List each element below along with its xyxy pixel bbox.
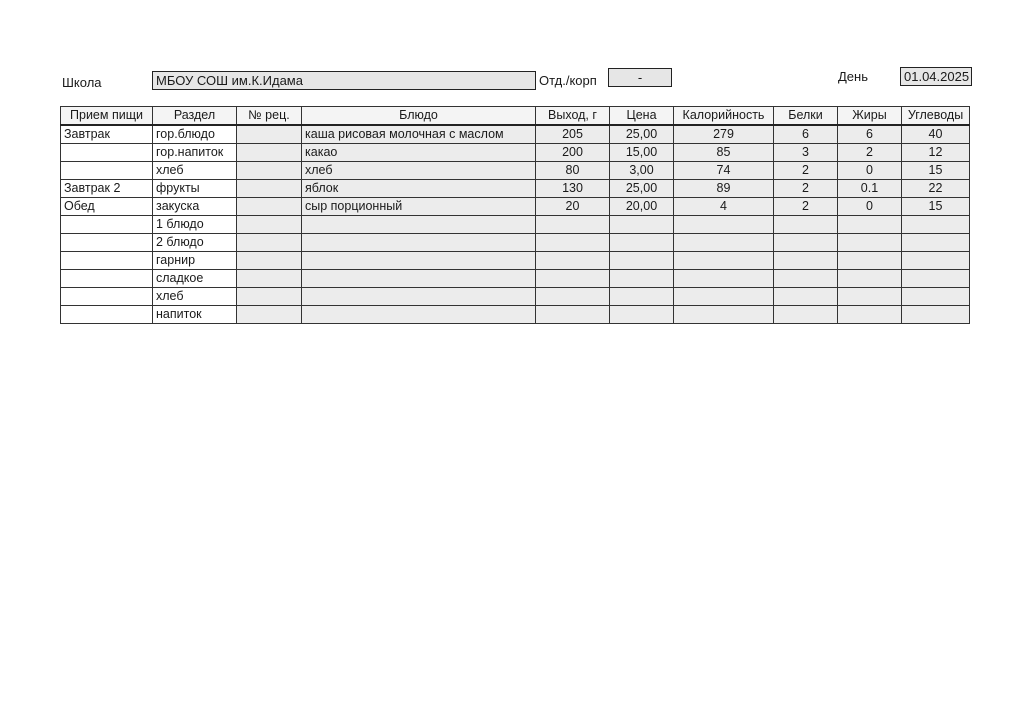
section-cell[interactable]: гор.напиток — [153, 144, 237, 162]
carbs-cell[interactable]: 15 — [902, 162, 970, 180]
yield-cell[interactable]: 20 — [536, 198, 610, 216]
carbs-cell[interactable] — [902, 270, 970, 288]
fat-cell[interactable]: 6 — [838, 125, 902, 144]
table-row — [61, 252, 970, 270]
section-cell[interactable]: хлеб — [153, 288, 237, 306]
recipe-cell[interactable] — [237, 180, 302, 198]
dept-field[interactable]: - — [608, 68, 672, 87]
fat-cell[interactable]: 2 — [838, 144, 902, 162]
dish-cell[interactable]: какао — [302, 144, 536, 162]
col-yield: Выход, г — [536, 107, 610, 126]
section-cell[interactable]: 2 блюдо — [153, 234, 237, 252]
meal-cell: Завтрак — [61, 125, 153, 144]
col-section: Раздел — [153, 107, 237, 126]
price-cell[interactable] — [610, 252, 674, 270]
kcal-cell[interactable]: 85 — [674, 144, 774, 162]
carbs-cell[interactable]: 40 — [902, 125, 970, 144]
protein-cell[interactable] — [774, 216, 838, 234]
table-row — [61, 198, 970, 216]
col-protein: Белки — [774, 107, 838, 126]
kcal-cell[interactable] — [674, 216, 774, 234]
protein-cell[interactable] — [774, 306, 838, 324]
yield-cell[interactable]: 205 — [536, 125, 610, 144]
recipe-cell[interactable] — [237, 125, 302, 144]
col-kcal: Калорийность — [674, 107, 774, 126]
carbs-cell[interactable]: 12 — [902, 144, 970, 162]
yield-cell[interactable] — [536, 234, 610, 252]
table-row — [61, 125, 970, 144]
yield-cell[interactable] — [536, 252, 610, 270]
kcal-cell[interactable] — [674, 252, 774, 270]
yield-cell[interactable] — [536, 216, 610, 234]
carbs-cell[interactable] — [902, 234, 970, 252]
dish-cell[interactable] — [302, 216, 536, 234]
kcal-cell[interactable]: 74 — [674, 162, 774, 180]
table-row — [61, 306, 970, 324]
section-cell[interactable]: 1 блюдо — [153, 216, 237, 234]
dept-label: Отд./корп — [539, 73, 597, 88]
meal-cell — [61, 216, 153, 234]
section-cell[interactable]: гор.блюдо — [153, 125, 237, 144]
fat-cell[interactable] — [838, 216, 902, 234]
school-label: Школа — [62, 75, 102, 90]
fat-cell[interactable] — [838, 252, 902, 270]
carbs-cell[interactable]: 22 — [902, 180, 970, 198]
yield-cell[interactable]: 200 — [536, 144, 610, 162]
school-name-field[interactable]: МБОУ СОШ им.К.Идама — [152, 71, 536, 90]
yield-cell[interactable] — [536, 306, 610, 324]
table-row — [61, 234, 970, 252]
meal-cell — [61, 252, 153, 270]
table-header-row — [61, 107, 970, 126]
table-row — [61, 288, 970, 306]
col-carbs: Углеводы — [902, 107, 970, 126]
price-cell[interactable]: 20,00 — [610, 198, 674, 216]
carbs-cell[interactable] — [902, 288, 970, 306]
col-recipe: № рец. — [237, 107, 302, 126]
carbs-cell[interactable] — [902, 216, 970, 234]
fat-cell[interactable] — [838, 288, 902, 306]
col-dish: Блюдо — [302, 107, 536, 126]
meal-cell — [61, 270, 153, 288]
dish-cell[interactable]: яблок — [302, 180, 536, 198]
recipe-cell[interactable] — [237, 288, 302, 306]
recipe-cell[interactable] — [237, 144, 302, 162]
table-row — [61, 144, 970, 162]
carbs-cell[interactable] — [902, 252, 970, 270]
fat-cell[interactable]: 0 — [838, 198, 902, 216]
table-row — [61, 180, 970, 198]
dish-cell[interactable]: каша рисовая молочная с маслом — [302, 125, 536, 144]
section-cell[interactable]: фрукты — [153, 180, 237, 198]
recipe-cell[interactable] — [237, 270, 302, 288]
price-cell[interactable] — [610, 234, 674, 252]
price-cell[interactable]: 25,00 — [610, 180, 674, 198]
col-fat: Жиры — [838, 107, 902, 126]
kcal-cell[interactable] — [674, 306, 774, 324]
kcal-cell[interactable] — [674, 288, 774, 306]
kcal-cell[interactable] — [674, 270, 774, 288]
fat-cell[interactable] — [838, 234, 902, 252]
kcal-cell[interactable]: 89 — [674, 180, 774, 198]
kcal-cell[interactable]: 4 — [674, 198, 774, 216]
col-meal: Прием пищи — [61, 107, 153, 126]
section-cell[interactable]: хлеб — [153, 162, 237, 180]
fat-cell[interactable]: 0.1 — [838, 180, 902, 198]
kcal-cell[interactable] — [674, 234, 774, 252]
section-cell[interactable]: гарнир — [153, 252, 237, 270]
table-body — [61, 125, 970, 324]
dish-cell[interactable]: сыр порционный — [302, 198, 536, 216]
price-cell[interactable] — [610, 270, 674, 288]
carbs-cell[interactable]: 15 — [902, 198, 970, 216]
fat-cell[interactable] — [838, 306, 902, 324]
protein-cell[interactable]: 2 — [774, 162, 838, 180]
recipe-cell[interactable] — [237, 234, 302, 252]
section-cell[interactable]: напиток — [153, 306, 237, 324]
meal-cell — [61, 162, 153, 180]
day-field[interactable]: 01.04.2025 — [900, 67, 972, 86]
dish-cell[interactable] — [302, 252, 536, 270]
protein-cell[interactable]: 2 — [774, 198, 838, 216]
meal-cell — [61, 306, 153, 324]
fat-cell[interactable]: 0 — [838, 162, 902, 180]
table-row — [61, 216, 970, 234]
protein-cell[interactable] — [774, 288, 838, 306]
dish-cell[interactable] — [302, 234, 536, 252]
table-row — [61, 270, 970, 288]
section-cell[interactable]: закуска — [153, 198, 237, 216]
kcal-cell[interactable]: 279 — [674, 125, 774, 144]
meal-cell: Завтрак 2 — [61, 180, 153, 198]
protein-cell[interactable] — [774, 234, 838, 252]
protein-cell[interactable] — [774, 252, 838, 270]
dish-cell[interactable] — [302, 306, 536, 324]
yield-cell[interactable]: 130 — [536, 180, 610, 198]
yield-cell[interactable] — [536, 288, 610, 306]
recipe-cell[interactable] — [237, 162, 302, 180]
meal-cell — [61, 234, 153, 252]
price-cell[interactable] — [610, 306, 674, 324]
recipe-cell[interactable] — [237, 252, 302, 270]
dish-cell[interactable]: хлеб — [302, 162, 536, 180]
recipe-cell[interactable] — [237, 306, 302, 324]
meal-cell — [61, 144, 153, 162]
price-cell[interactable]: 15,00 — [610, 144, 674, 162]
table-row — [61, 162, 970, 180]
price-cell[interactable] — [610, 288, 674, 306]
price-cell[interactable]: 25,00 — [610, 125, 674, 144]
recipe-cell[interactable] — [237, 216, 302, 234]
yield-cell[interactable] — [536, 270, 610, 288]
dish-cell[interactable] — [302, 288, 536, 306]
protein-cell[interactable]: 6 — [774, 125, 838, 144]
protein-cell[interactable]: 3 — [774, 144, 838, 162]
fat-cell[interactable] — [838, 270, 902, 288]
carbs-cell[interactable] — [902, 306, 970, 324]
recipe-cell[interactable] — [237, 198, 302, 216]
dish-cell[interactable] — [302, 270, 536, 288]
protein-cell[interactable] — [774, 270, 838, 288]
col-price: Цена — [610, 107, 674, 126]
day-label: День — [838, 69, 868, 84]
meal-cell — [61, 288, 153, 306]
section-cell[interactable]: сладкое — [153, 270, 237, 288]
yield-cell[interactable]: 80 — [536, 162, 610, 180]
price-cell[interactable]: 3,00 — [610, 162, 674, 180]
protein-cell[interactable]: 2 — [774, 180, 838, 198]
meal-cell: Обед — [61, 198, 153, 216]
menu-table — [60, 106, 970, 324]
price-cell[interactable] — [610, 216, 674, 234]
